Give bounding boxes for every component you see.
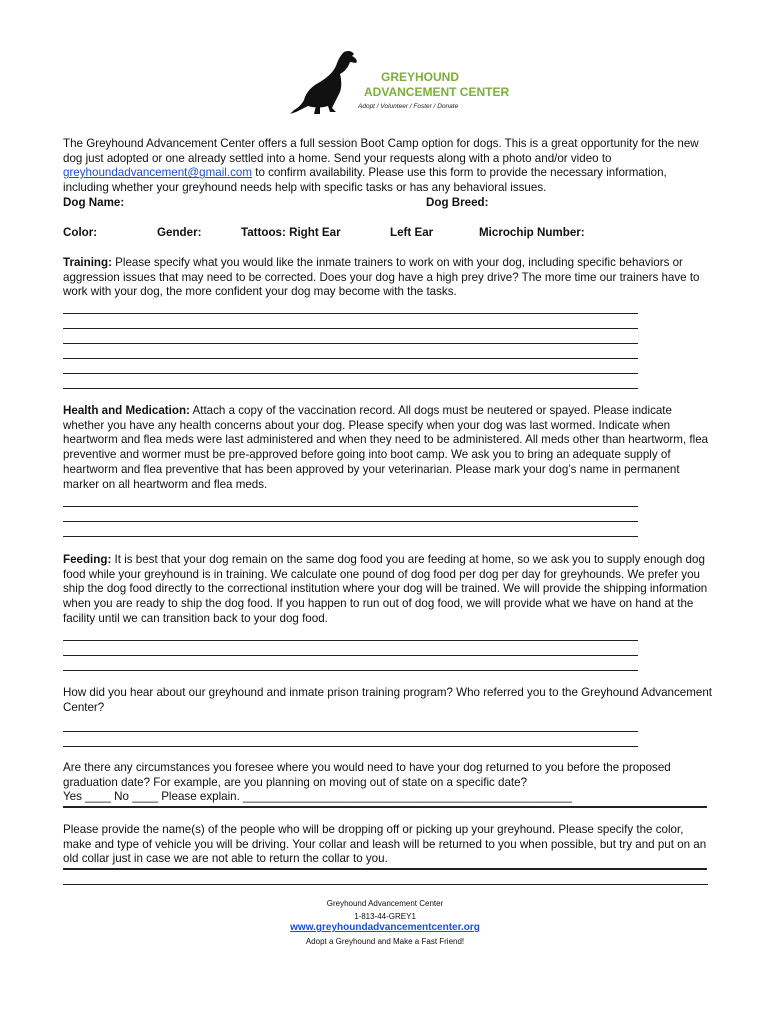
training-line-2[interactable] [63, 328, 638, 329]
feeding-line-2[interactable] [63, 655, 638, 656]
yes-no-explain-line[interactable]: Yes ____ No ____ Please explain. ___________________________________________________ [63, 790, 572, 804]
training-line-4[interactable] [63, 358, 638, 359]
training-line-3[interactable] [63, 343, 638, 344]
microchip-label: Microchip Number: [479, 226, 585, 239]
pickup-line[interactable] [63, 884, 708, 885]
training-line-5[interactable] [63, 373, 638, 374]
logo-title-line2: ADVANCEMENT CENTER [364, 85, 510, 99]
dog-name-label: Dog Name: [63, 196, 125, 209]
health-line-3[interactable] [63, 536, 638, 537]
health-heading: Health and Medication: [63, 404, 190, 417]
footer-phone: 1-813-44-GREY1 [354, 912, 416, 921]
logo-tagline: Adopt / Volunteer / Foster / Donate [358, 103, 459, 110]
tattoos-right-ear-label: Tattoos: Right Ear [241, 226, 341, 239]
training-heading: Training: [63, 256, 112, 269]
color-label: Color: [63, 226, 98, 239]
health-section: Health and Medication: Attach a copy of the vaccination record. All dogs must be neutered or spayed. Please indicate whether you have any health concerns about your dog. Please specify when your dog was last wormed. Indicate when heartworm and flea meds were last administered and when they need to be administered. All meds other than heartworm, flea preventive and wormer must be pre-approved before going into boot camp. We ask you to bring an adequate supply of heartworm and flea preventive that has been approved by your veterinarian. Please mark your dog’s name in permanent marker on all heartworm and flea meds. [63, 404, 709, 491]
referral-line-1[interactable] [63, 731, 638, 732]
intro-paragraph: The Greyhound Advancement Center offers a full session Boot Camp option for dogs. This is a great opportunity for the new dog just adopted or one already settled into a home. Send your requests along with a photo and/or video to greyhoundadvancement@gmail.com to confirm availability. Please use this form to provide the necessary information, including whether your greyhound needs help with specific tasks or has any behavioral issues. [63, 137, 699, 195]
divider [63, 806, 707, 808]
referral-section: How did you hear about our greyhound and inmate prison training program? Who referred you to the Greyhound Advancement Center? [63, 686, 712, 714]
footer-slogan: Adopt a Greyhound and Make a Fast Friend! [305, 937, 465, 946]
footer-org: Greyhound Advancement Center [326, 899, 444, 908]
health-line-2[interactable] [63, 521, 638, 522]
tattoos-left-ear-label: Left Ear [390, 226, 434, 239]
greyhound-dog-icon [286, 48, 366, 118]
health-line-1[interactable] [63, 506, 638, 507]
pickup-section: Please provide the name(s) of the people who will be dropping off or picking up your greyhound. Please specify the color, make and type of vehicle you will be driving. Your collar and leash will be returned to you when possible, but try and put on an old collar just in case we are not able to return the collar to you. [63, 823, 707, 866]
training-section: Training: Please specify what you would like the inmate trainers to work on with your dog, including specific behaviors or aggression issues that may need to be corrected. Does your dog have a high prey drive? The more time our trainers have to work with your dog, the more confident your dog may become with the tasks. [63, 256, 700, 299]
email-link[interactable]: greyhoundadvancement@gmail.com [63, 166, 252, 180]
logo [286, 48, 510, 118]
training-line-6[interactable] [63, 388, 638, 389]
feeding-heading: Feeding: [63, 553, 112, 566]
feeding-section: Feeding: It is best that your dog remain on the same dog food you are feeding at home, so we ask you to supply enough dog food while your greyhound is in training. We calculate one pound of dog food per dog per day for greyhounds. We prefer you ship the dog food directly to the correctional institution where your dog will be trained. We will provide the shipping information when you are ready to ship the dog food. If you happen to run out of dog food, we will provide what we have on hand at the facility until we can transition back to your dog food. [63, 553, 708, 625]
dog-breed-label: Dog Breed: [426, 196, 489, 209]
gender-label: Gender: [157, 226, 202, 239]
feeding-line-1[interactable] [63, 640, 638, 641]
logo-title-line1: GREYHOUND [380, 70, 459, 84]
circumstances-section: Are there any circumstances you foresee where you would need to have your dog returned to you before the proposed graduation date? For example, are you planning on moving out of state on a specific date? Yes ____ No ____ Please explain. ___________________________________________________ [63, 761, 713, 805]
footer-website-link[interactable]: www.greyhoundadvancementcenter.org [290, 922, 480, 933]
training-line-1[interactable] [63, 313, 638, 314]
divider [63, 868, 707, 870]
referral-line-2[interactable] [63, 746, 638, 747]
feeding-line-3[interactable] [63, 670, 638, 671]
